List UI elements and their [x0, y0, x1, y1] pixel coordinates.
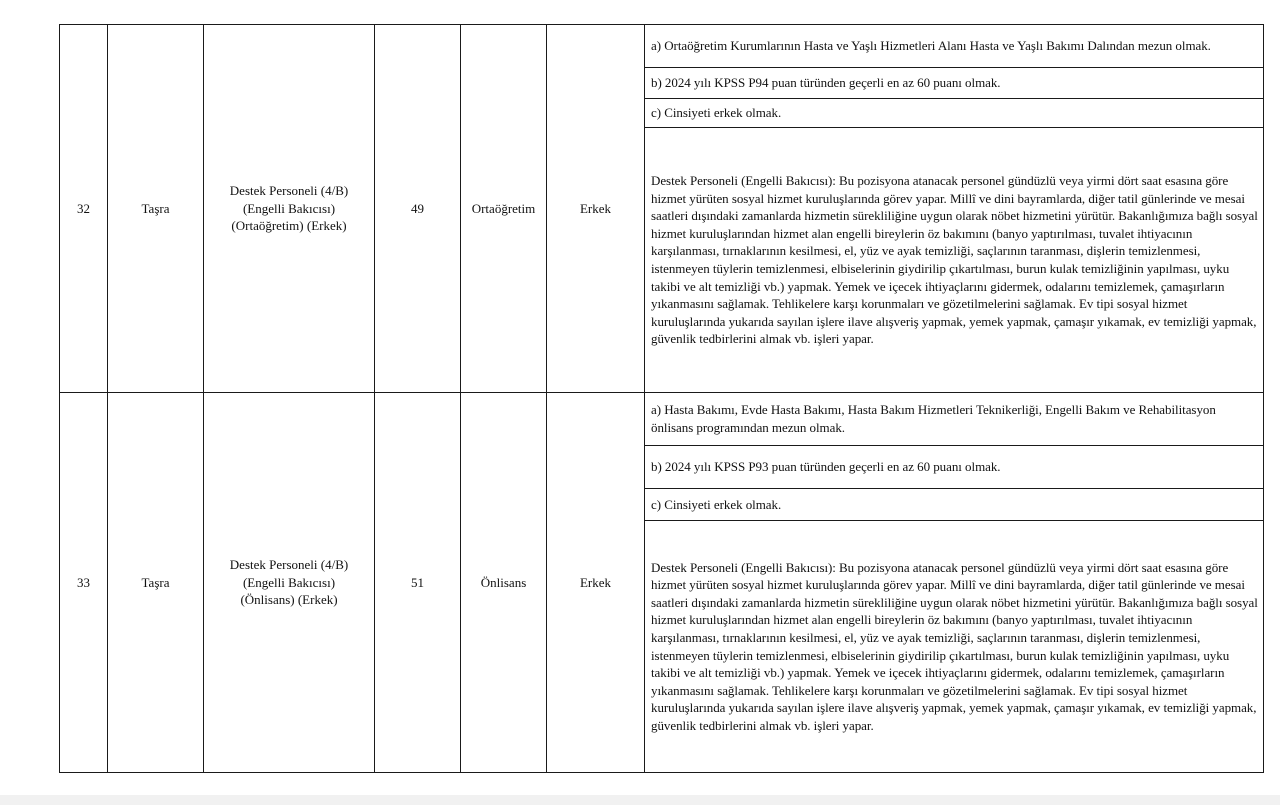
page-bottom-strip [0, 795, 1280, 805]
job-description: Destek Personeli (Engelli Bakıcısı): Bu pozisyona atanacak personel gündüzlü veya yirmi dört saat esasına göre hizmet yürüten sosyal hizmet kuruluşlarında görev yapar. Millî ve dini bayramlarda, diğer tatil günlerinde ve mesai saatleri dışındaki zamanlarda hizmetin sürekliliğine uygun olarak nöbet hizmetini yürütür. Bakanlığımıza bağlı sosyal hizmet kuruluşlarından hizmet alan engelli bireylerin öz bakımını (banyo yaptırılması, tuvalet ihtiyacının karşılanması, tırnaklarının kesilmesi, el, yüz ve ayak temizliği, saçlarının taranması, dişlerin temizlenmesi, istenmeyen tüylerin temizlenmesi, elbiselerinin giydirilip çıkartılması, burun kulak temizliğinin yapılması, uyku takibi ve alt temizliği vb.) yapmak. Yemek ve içecek ihtiyaçlarını gidermek, odalarını temizlemek, çamaşırların yıkanmasını sağlamak. Tehlikelere karşı korunmaları ve gözetilmelerini sağlamak. Ev tipi sosyal hizmet kuruluşlarında yukarıda sayılan işlere ilave alışveriş yapmak, yemek yapmak, çamaşır yıkamak, ev temizliği yapmak, güvenlik tedbirlerini almak vb. işleri yapar. [645, 521, 1264, 773]
requirement-c: c) Cinsiyeti erkek olmak. [645, 489, 1264, 521]
table-row [60, 393, 1264, 446]
location-cell: Taşra [108, 393, 204, 773]
quota-cell: 49 [375, 25, 461, 393]
quota-cell: 51 [375, 393, 461, 773]
education-level-cell: Ortaöğretim [461, 25, 547, 393]
location-cell: Taşra [108, 25, 204, 393]
row-number: 33 [60, 393, 108, 773]
requirement-b: b) 2024 yılı KPSS P94 puan türünden geçerli en az 60 puanı olmak. [645, 68, 1264, 99]
education-level-cell: Önlisans [461, 393, 547, 773]
positions-table [59, 24, 1264, 773]
row-number: 32 [60, 25, 108, 393]
position-title-line: (Engelli Bakıcısı) [242, 574, 336, 590]
requirement-a: a) Ortaöğretim Kurumlarının Hasta ve Yaşlı Hizmetleri Alanı Hasta ve Yaşlı Bakımı Dalından mezun olmak. [645, 25, 1264, 68]
gender-cell: Erkek [547, 393, 645, 773]
position-title-line: Destek Personeli (4/B) [229, 183, 349, 199]
position-title-cell [204, 25, 375, 393]
gender-cell: Erkek [547, 25, 645, 393]
position-title-line: (Önlisans) (Erkek) [240, 592, 338, 608]
job-description: Destek Personeli (Engelli Bakıcısı): Bu pozisyona atanacak personel gündüzlü veya yirmi dört saat esasına göre hizmet yürüten sosyal hizmet kuruluşlarında görev yapar. Millî ve dini bayramlarda, diğer tatil günlerinde ve mesai saatleri dışındaki zamanlarda hizmetin sürekliliğine uygun olarak nöbet hizmetini yürütür. Bakanlığımıza bağlı sosyal hizmet kuruluşlarından hizmet alan engelli bireylerin öz bakımını (banyo yaptırılması, tuvalet ihtiyacının karşılanması, tırnaklarının kesilmesi, el, yüz ve ayak temizliği, saçlarının taranması, dişlerin temizlenmesi, istenmeyen tüylerin temizlenmesi, elbiselerinin giydirilip çıkartılması, burun kulak temizliğinin yapılması, uyku takibi ve alt temizliği vb.) yapmak. Yemek ve içecek ihtiyaçlarını gidermek, odalarını temizlemek, çamaşırların yıkanmasını sağlamak. Tehlikelere karşı korunmaları ve gözetilmelerini sağlamak. Ev tipi sosyal hizmet kuruluşlarında yukarıda sayılan işlere ilave alışveriş yapmak, yemek yapmak, çamaşır yıkamak, ev temizliği yapmak, güvenlik tedbirlerini almak vb. işleri yapar. [645, 128, 1264, 393]
requirement-c: c) Cinsiyeti erkek olmak. [645, 99, 1264, 128]
position-title-cell [204, 393, 375, 773]
position-title-line: (Ortaöğretim) (Erkek) [231, 218, 347, 234]
table-row [60, 25, 1264, 68]
position-title-line: Destek Personeli (4/B) [229, 557, 349, 573]
requirement-a: a) Hasta Bakımı, Evde Hasta Bakımı, Hasta Bakım Hizmetleri Teknikerliği, Engelli Bakım ve Rehabilitasyon önlisans programından mezun olmak. [645, 393, 1264, 446]
requirement-b: b) 2024 yılı KPSS P93 puan türünden geçerli en az 60 puanı olmak. [645, 446, 1264, 489]
position-title-line: (Engelli Bakıcısı) [242, 200, 336, 216]
